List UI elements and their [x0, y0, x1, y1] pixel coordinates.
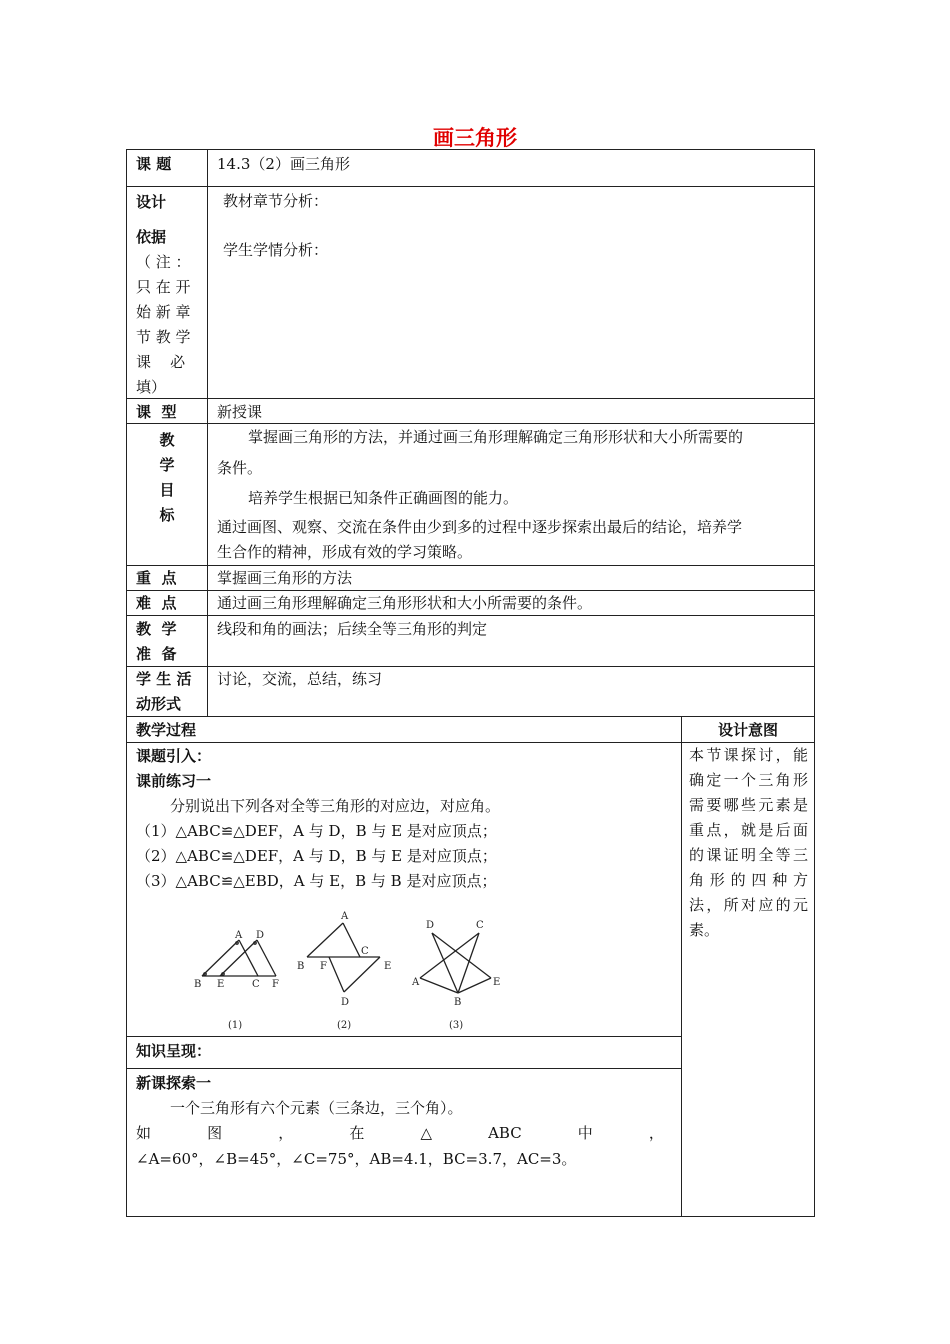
difficulty-value: 通过画三角形理解确定三角形形状和大小所需要的条件。	[217, 594, 593, 612]
objective-line: 培养学生根据已知条件正确画图的能力。	[248, 489, 519, 507]
fig3-vertex-label: A	[412, 977, 420, 988]
basis-label-line2: 依据	[136, 228, 167, 246]
student-analysis-label: 学生学情分析：	[223, 241, 329, 259]
difficulty-label: 难 点	[136, 594, 177, 612]
fig1-vertex-label: C	[252, 979, 260, 990]
basis-note-line: 只 在 开	[136, 278, 191, 296]
fig1-vertex-label: A	[235, 930, 243, 941]
lesson-type-value: 新授课	[217, 403, 263, 421]
fig2-vertex-label: A	[341, 911, 349, 922]
fig3-vertex-label: D	[426, 920, 435, 931]
basis-note	[136, 250, 202, 400]
explore-word: 中	[577, 1124, 593, 1142]
figure-3	[420, 933, 491, 993]
objective-line: 通过画图、观察、交流在条件由少到多的过程中逐步探索出最后的结论，培养学	[217, 518, 743, 536]
intro-title: 课题引入：	[136, 747, 212, 765]
explore-line: 一个三角形有六个元素（三条边，三个角）。	[170, 1099, 463, 1117]
congruent-triangles-figure	[190, 906, 520, 1034]
explore-line: ∠A=60°，∠B=45°，∠C=75°，AB=4.1，BC=3.7，AC=3。	[136, 1150, 577, 1168]
explore-word: ，	[278, 1124, 294, 1142]
row-divider	[126, 615, 815, 616]
column-divider	[681, 716, 682, 1217]
exercise-item: （1）△ABC≌△DEF，A 与 D，B 与 E 是对应顶点；	[136, 822, 497, 840]
row-divider	[126, 590, 815, 591]
key-point-value: 掌握画三角形的方法	[217, 569, 353, 587]
fig2-vertex-label: C	[361, 946, 369, 957]
topic-value: 14.3（2）画三角形	[217, 155, 350, 173]
row-divider	[126, 186, 815, 187]
key-point-label: 重 点	[136, 569, 177, 587]
basis-note-line: 课 必	[136, 353, 186, 371]
fig2-vertex-label: E	[384, 961, 392, 972]
explore-word: 在	[349, 1124, 365, 1142]
design-intent-text: 本节课探讨，能确定一个三角形需要哪些元素是重点，就是后面的课证明全等三角形的四种方法，所对应的元素。	[689, 746, 808, 939]
exercise-item: （3）△ABC≌△EBD，A 与 E，B 与 B 是对应顶点；	[136, 872, 497, 890]
basis-note-line: （ 注 ：	[136, 253, 191, 271]
row-divider	[126, 1036, 681, 1037]
lesson-type-label: 课 型	[136, 403, 177, 421]
fig1-vertex-label: E	[217, 979, 225, 990]
objectives-label-char: 标	[159, 506, 175, 524]
row-divider	[126, 1068, 681, 1069]
row-divider	[126, 716, 815, 717]
activity-label-line2: 动形式	[136, 695, 182, 713]
fig2-vertex-label: F	[320, 961, 327, 972]
topic-label: 课 题	[136, 155, 172, 173]
fig3-vertex-label: E	[493, 977, 501, 988]
textbook-analysis-label: 教材章节分析：	[223, 192, 329, 210]
fig2-vertex-label: B	[297, 961, 305, 972]
basis-note-line: 始 新 章	[136, 303, 191, 321]
objectives-label-char: 目	[159, 481, 175, 499]
basis-label-line1: 设计	[136, 193, 167, 211]
preparation-label-line2: 准 备	[136, 645, 177, 663]
figure-2	[307, 923, 380, 992]
row-divider	[126, 666, 815, 667]
exercise-item: （2）△ABC≌△DEF，A 与 D，B 与 E 是对应顶点；	[136, 847, 497, 865]
fig3-vertex-label: B	[454, 997, 462, 1008]
document-title: 画三角形	[433, 126, 517, 150]
basis-note-line: 节 教 学	[136, 328, 191, 346]
fig3-vertex-label: C	[476, 920, 484, 931]
exercise-instruction: 分别说出下列各对全等三角形的对应边，对应角。	[170, 797, 501, 815]
activity-label-line1: 学 生 活	[136, 670, 192, 688]
preparation-value: 线段和角的画法；后续全等三角形的判定	[217, 620, 488, 638]
figure-caption: (2)	[337, 1020, 352, 1031]
explore-word: 图	[207, 1124, 223, 1142]
exercise-title: 课前练习一	[136, 772, 212, 790]
explore-title: 新课探索一	[136, 1074, 212, 1092]
objective-line: 生合作的精神，形成有效的学习策略。	[217, 543, 473, 561]
preparation-label-line1: 教 学	[136, 620, 177, 638]
process-header: 教学过程	[136, 721, 197, 739]
row-divider	[126, 398, 815, 399]
explore-word: △	[420, 1124, 432, 1142]
objectives-label	[157, 428, 177, 528]
objective-line: 条件。	[217, 459, 263, 477]
objective-line: 掌握画三角形的方法，并通过画三角形理解确定三角形形状和大小所需要的	[248, 428, 744, 446]
basis-note-line: 填）	[136, 378, 167, 396]
objectives-label-char: 学	[159, 456, 175, 474]
row-divider	[126, 565, 815, 566]
activity-value: 讨论，交流，总结，练习	[217, 670, 383, 688]
row-divider	[126, 423, 815, 424]
explore-line-justified	[136, 1124, 664, 1142]
figure-1	[202, 940, 276, 976]
fig1-vertex-label: D	[256, 930, 265, 941]
intent-header: 设计意图	[717, 721, 778, 739]
figure-caption: (3)	[449, 1020, 464, 1031]
explore-word: 如	[136, 1124, 152, 1142]
column-divider	[207, 149, 208, 716]
knowledge-title: 知识呈现：	[136, 1042, 212, 1060]
fig1-vertex-label: F	[272, 979, 279, 990]
explore-word: ABC	[488, 1124, 522, 1142]
objectives-label-char: 教	[159, 431, 175, 449]
fig2-vertex-label: D	[341, 997, 350, 1008]
explore-word: ，	[648, 1124, 664, 1142]
fig1-vertex-label: B	[194, 979, 202, 990]
figure-caption: (1)	[228, 1020, 243, 1031]
